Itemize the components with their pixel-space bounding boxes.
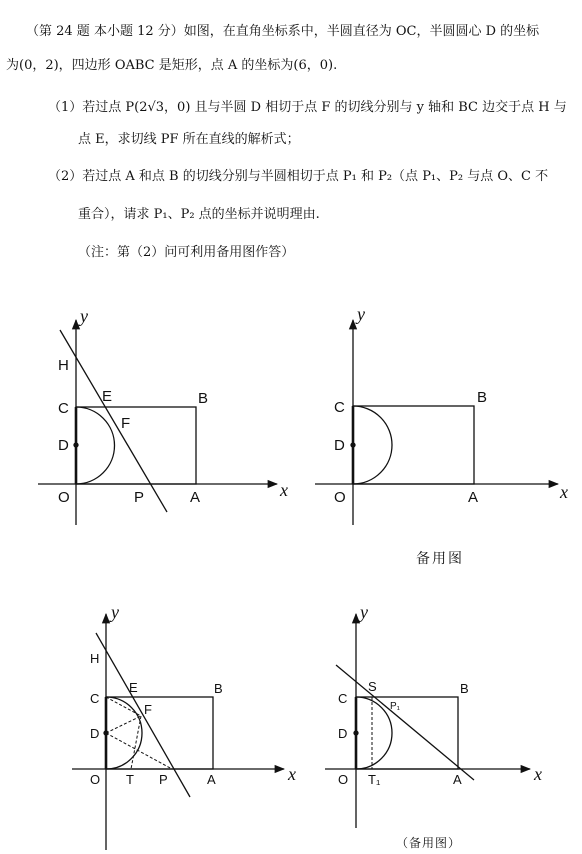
fig3-x-label: x — [288, 764, 296, 784]
question-2-line-1: （2）若过点 A 和点 B 的切线分别与半圆相切于点 P₁ 和 P₂（点 P₁、P₂ 与点 O、C 不 — [48, 169, 549, 184]
fig1-label-E: E — [102, 388, 113, 405]
fig2-y-label: y — [357, 304, 365, 324]
fig2-label-B: B — [477, 389, 488, 406]
fig3-label-O: O — [90, 772, 101, 787]
fig3-center-dot — [104, 731, 108, 735]
fig2-rectangle — [353, 406, 474, 484]
fig3-semicircle — [106, 697, 142, 769]
problem-line-1: （第 24 题 本小题 12 分）如图，在直角坐标系中，半圆直径为 OC，半圆圆心 D 的坐标 — [26, 24, 540, 39]
fig2-label-D: D — [334, 437, 345, 454]
fig1-label-H: H — [58, 357, 69, 374]
fig3-label-T: T — [126, 772, 134, 787]
fig1-center-dot — [74, 443, 78, 447]
figure-2 — [315, 320, 558, 525]
note: （注：第（2）问可利用备用图作答） — [78, 245, 295, 260]
fig3-label-F: F — [144, 702, 152, 717]
fig1-label-F: F — [121, 415, 131, 432]
fig4-label-S: S — [368, 679, 377, 694]
fig3-label-D: D — [90, 726, 100, 741]
fig4-rectangle — [356, 697, 458, 769]
fig4-center-dot — [354, 731, 358, 735]
fig1-label-B: B — [198, 390, 209, 407]
figure-1-labels — [58, 306, 288, 506]
fig1-x-label: x — [280, 480, 288, 500]
problem-line-2: 为(0，2)，四边形 OABC 是矩形，点 A 的坐标为(6，0). — [6, 58, 338, 73]
fig2-label-A: A — [468, 489, 479, 506]
fig4-label-D: D — [338, 726, 348, 741]
fig1-label-A: A — [190, 489, 201, 506]
fig1-label-P: P — [134, 489, 145, 506]
figure-3-labels — [90, 602, 296, 787]
fig2-label-O: O — [334, 489, 346, 506]
fig3-label-H: H — [90, 651, 100, 666]
fig4-label-T1: T₁ — [368, 772, 381, 787]
fig3-rectangle — [106, 697, 213, 769]
question-1-line-2: 点 E，求切线 PF 所在直线的解析式； — [78, 132, 300, 147]
figure-2-labels — [334, 304, 568, 506]
fig3-label-P: P — [159, 772, 168, 787]
fig4-label-B: B — [460, 681, 469, 696]
figure-4 — [325, 614, 530, 828]
figure-2-caption: 备用图 — [416, 551, 464, 567]
fig1-semicircle — [76, 407, 115, 484]
fig4-label-A: A — [453, 772, 462, 787]
fig4-label-O: O — [338, 772, 349, 787]
figure-3 — [72, 614, 284, 850]
figure-4-caption: （备用图） — [396, 836, 462, 850]
fig3-tangent-line — [96, 633, 190, 797]
question-1-line-1: （1）若过点 P(2√3，0) 且与半圆 D 相切于点 F 的切线分别与 y 轴和 BC 边交于点 H 与 — [48, 100, 567, 115]
fig4-x-label: x — [534, 764, 542, 784]
fig2-semicircle — [353, 406, 392, 484]
fig2-x-label: x — [560, 482, 568, 502]
fig3-y-label: y — [111, 602, 119, 622]
fig4-label-C: C — [338, 691, 348, 706]
fig1-label-O: O — [58, 489, 70, 506]
figure-4-labels — [338, 602, 542, 787]
fig1-label-D: D — [58, 437, 69, 454]
fig2-label-C: C — [334, 399, 345, 416]
fig3-label-E: E — [129, 680, 138, 695]
fig1-label-C: C — [58, 400, 69, 417]
fig1-rectangle — [76, 407, 196, 484]
fig2-center-dot — [351, 443, 355, 447]
fig4-y-label: y — [360, 602, 368, 622]
fig3-label-A: A — [207, 772, 216, 787]
figure-1 — [38, 320, 277, 525]
fig4-label-P1: P₁ — [390, 701, 401, 712]
question-2-line-2: 重合），请求 P₁、P₂ 点的坐标并说明理由. — [78, 207, 320, 222]
fig1-y-label: y — [80, 306, 88, 326]
fig3-label-B: B — [214, 681, 223, 696]
fig3-label-C: C — [90, 691, 100, 706]
